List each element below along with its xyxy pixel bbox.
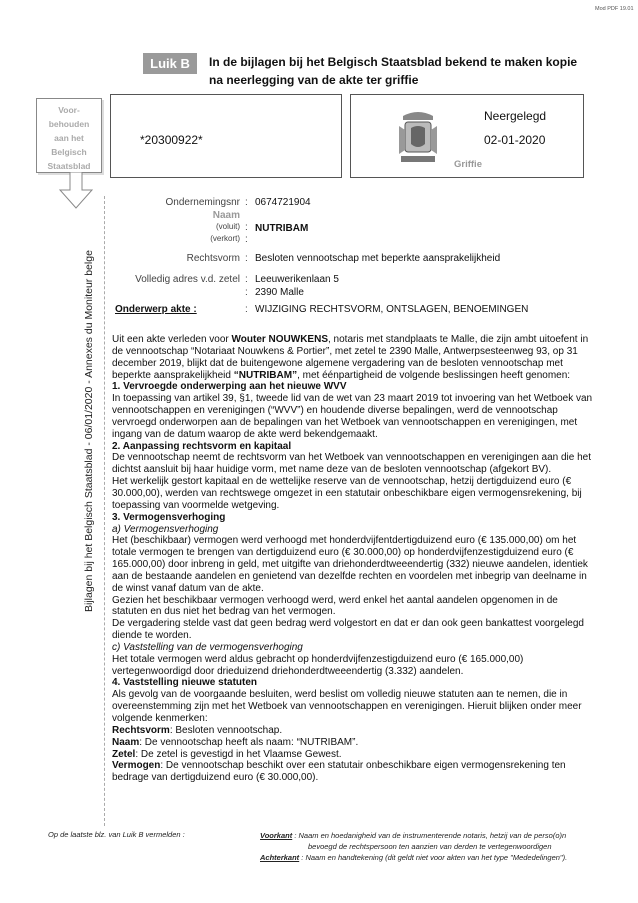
neergelegd-label: Neergelegd bbox=[484, 109, 547, 123]
verkort-label: (verkort) bbox=[210, 234, 240, 243]
onderwerp-value: WIJZIGING RECHTSVORM, ONTSLAGEN, BENOEMINGEN bbox=[255, 304, 529, 315]
footer-achterkant bbox=[260, 852, 620, 863]
belgian-crest-icon bbox=[393, 108, 443, 168]
rechtsvorm-label: Rechtsvorm bbox=[186, 253, 240, 264]
footer-label: Achterkant bbox=[260, 853, 300, 862]
reserved-line: aan het bbox=[54, 133, 84, 143]
reserved-box-text bbox=[37, 103, 101, 173]
colon: : bbox=[245, 287, 248, 298]
filing-number: *20300922* bbox=[140, 133, 203, 147]
company-name: “NUTRIBAM” bbox=[233, 369, 298, 381]
naam-value: NUTRIBAM bbox=[255, 223, 309, 234]
colon: : bbox=[245, 274, 248, 285]
statute-value: : De vennootschap heeft als naam: “NUTRIBAM”. bbox=[139, 736, 359, 748]
page-title-line1: In de bijlagen bij het Belgisch Staatsblad bekend te maken kopie bbox=[209, 55, 578, 69]
statute-label: Naam bbox=[112, 736, 140, 748]
paragraph: De vennootschap neemt de rechtsvorm van het Wetboek van vennootschappen en verenigingen aan die het dichtst aansluit bij haar huidige vorm, met name deze van de besloten vennootschap (afgekort BV). bbox=[112, 452, 592, 476]
statute-item bbox=[112, 737, 594, 749]
notary-name: Wouter NOUWKENS bbox=[231, 334, 328, 345]
griffie-label: Griffie bbox=[454, 159, 482, 170]
text: , met éénpartigheid de volgende beslissingen heeft genomen: bbox=[297, 369, 571, 381]
footer-text: : Naam en handtekening (dit geldt niet voor akten van het type "Mededelingen"). bbox=[299, 853, 568, 862]
section-heading: 3. Vermogensverhoging bbox=[112, 511, 226, 523]
paragraph: Het (beschikbaar) vermogen werd verhoogd met honderdvijfentdertigduizend euro (€ 135.000,00) om het totale vermogen te brengen van dertigduizend euro (€ 30.000,00) op honderdvijfenzestigduizend euro (€ 165.000,00) door inbreng in geld, met uitgifte van driehonderdtweeendertig (332) nieuwe aandelen, identiek aan de bestaande aandelen en genietend van dezelfde rechten en voordelen met inbegrip van deelname in de winst vanaf datum van de akte. bbox=[112, 535, 588, 594]
adres-line2: 2390 Malle bbox=[255, 287, 304, 298]
adres-label: Volledig adres v.d. zetel bbox=[135, 274, 240, 285]
colon: : bbox=[245, 234, 248, 245]
paragraph: Het totale vermogen werd aldus gebracht op honderdvijfenzestigduizend euro (€ 165.000,00) vertegenwoordigd door drieduizend driehonderdtweeendertig (3.332) aandelen. bbox=[112, 653, 524, 677]
paragraph: In toepassing van artikel 39, §1, tweede lid van de wet van 23 maart 2019 tot invoering van het Wetboek van vennootschappen en verenigingen (“WVV”) en houdende diverse bepalingen, werd de vennootschap vervroegd onderworpen aan de bepalingen van het Wetboek van vennootschappen en verenigingen, met ingang van de datum waarop de akte werd bekendgemaakt. bbox=[112, 393, 593, 440]
subsection-heading: c) Vaststelling van de vermogensverhoging bbox=[112, 641, 303, 653]
text: , notaris met standplaats te Malle, die zijn ambt uitoefent in de vennootschap “Notariaat Nouwkens & Portier”, met zetel te 2390 Malle, Antwerpsesteenweg 93, op 31 december 2019, blijkt dat de buitengewone algemene vergadering van de besloten vennootschap met beperkte aansprakelijkheid bbox=[112, 334, 589, 381]
statute-value: : De vennootschap beschikt over een statutair onbeschikbare eigen vermogensrekening ten bedrage van dertigduizend euro (€ 30.000,00). bbox=[112, 760, 566, 784]
reserved-line: behouden bbox=[48, 119, 90, 129]
footer-notes bbox=[260, 830, 620, 863]
statute-item bbox=[112, 760, 594, 784]
reserved-line: Belgisch bbox=[51, 147, 87, 157]
ondernemingsnr-label: Ondernemingsnr bbox=[165, 197, 240, 208]
statute-label: Vermogen bbox=[112, 760, 161, 772]
reserved-line: Voor- bbox=[58, 105, 80, 115]
statute-label: Zetel bbox=[112, 748, 136, 760]
akte-body bbox=[112, 334, 594, 784]
footer-label: Voorkant bbox=[260, 831, 293, 840]
paragraph bbox=[112, 334, 594, 381]
vertical-margin-label: Bijlagen bij het Belgisch Staatsblad - 06/01/2020 - Annexes du Moniteur belge bbox=[83, 250, 95, 612]
footer-text: bevoegd de rechtspersoon ten aanzien van derden te vertegenwoordigen bbox=[308, 842, 552, 851]
section-heading: 4. Vaststelling nieuwe statuten bbox=[112, 677, 258, 689]
reserved-line: Staatsblad bbox=[47, 161, 91, 171]
onderwerp-label: Onderwerp akte : bbox=[115, 304, 197, 315]
subsection-heading: a) Vermogensverhoging bbox=[112, 523, 219, 535]
statute-item bbox=[112, 749, 594, 761]
paragraph: Gezien het beschikbaar vermogen verhoogd werd, werd enkel het aantal aandelen opgenomen in de statuten en dus niet het bedrag van het vermogen. bbox=[112, 594, 558, 618]
ondernemingsnr-value: 0674721904 bbox=[255, 197, 311, 208]
paragraph: Als gevolg van de voorgaande besluiten, werd beslist om volledig nieuwe statuten aan te nemen, die in overeenstemming zijn met het Wetboek van vennootschappen en verenigingen. Hieruit blijken onder meer volgende kenmerken: bbox=[112, 689, 582, 724]
footer-instruction: Op de laatste blz. van Luik B vermelden : bbox=[48, 830, 185, 839]
section-heading: 1. Vervroegde onderwerping aan het nieuwe WVV bbox=[112, 381, 347, 393]
form-version: Mod PDF 19.01 bbox=[595, 6, 634, 12]
adres-line1: Leeuwerikenlaan 5 bbox=[255, 274, 339, 285]
filing-date: 02-01-2020 bbox=[484, 133, 546, 147]
margin-divider bbox=[104, 196, 106, 826]
page-title-line2: na neerlegging van de akte ter griffie bbox=[209, 73, 419, 87]
statute-item bbox=[112, 725, 594, 737]
statute-label: Rechtsvorm bbox=[112, 724, 170, 736]
colon: : bbox=[245, 304, 248, 315]
section-heading: 2. Aanpassing rechtsvorm en kapitaal bbox=[112, 440, 292, 452]
colon: : bbox=[245, 197, 248, 208]
text: Uit een akte verleden voor bbox=[112, 334, 232, 345]
luik-badge: Luik B bbox=[143, 53, 197, 74]
colon: : bbox=[245, 222, 248, 233]
voluit-label: (voluit) bbox=[215, 222, 240, 231]
paragraph: De vergadering stelde vast dat geen bedrag werd volgestort en dat er dan ook geen bankattest voorgelegd diende te worden. bbox=[112, 618, 584, 642]
rechtsvorm-value: Besloten vennootschap met beperkte aansprakelijkheid bbox=[255, 253, 501, 264]
statute-value: : Besloten vennootschap. bbox=[169, 724, 283, 736]
colon: : bbox=[245, 253, 248, 264]
reserved-box bbox=[36, 98, 102, 173]
paragraph: Het werkelijk gestort kapitaal en de wettelijke reserve van de vennootschap, hetzij dertigduizend euro (€ 30.000,00), werden van rechtswege omgezet in een statutair onbeschikbare eigen vermogensrekening, bij toepassing van voormelde wetgeving. bbox=[112, 476, 582, 511]
naam-label: Naam bbox=[212, 210, 240, 221]
footer-voorkant bbox=[260, 830, 620, 841]
statute-value: : De zetel is gevestigd in het Vlaamse Gewest. bbox=[135, 748, 342, 760]
footer-text: : Naam en hoedanigheid van de instrumenterende notaris, hetzij van de perso(o)n bbox=[292, 831, 567, 840]
